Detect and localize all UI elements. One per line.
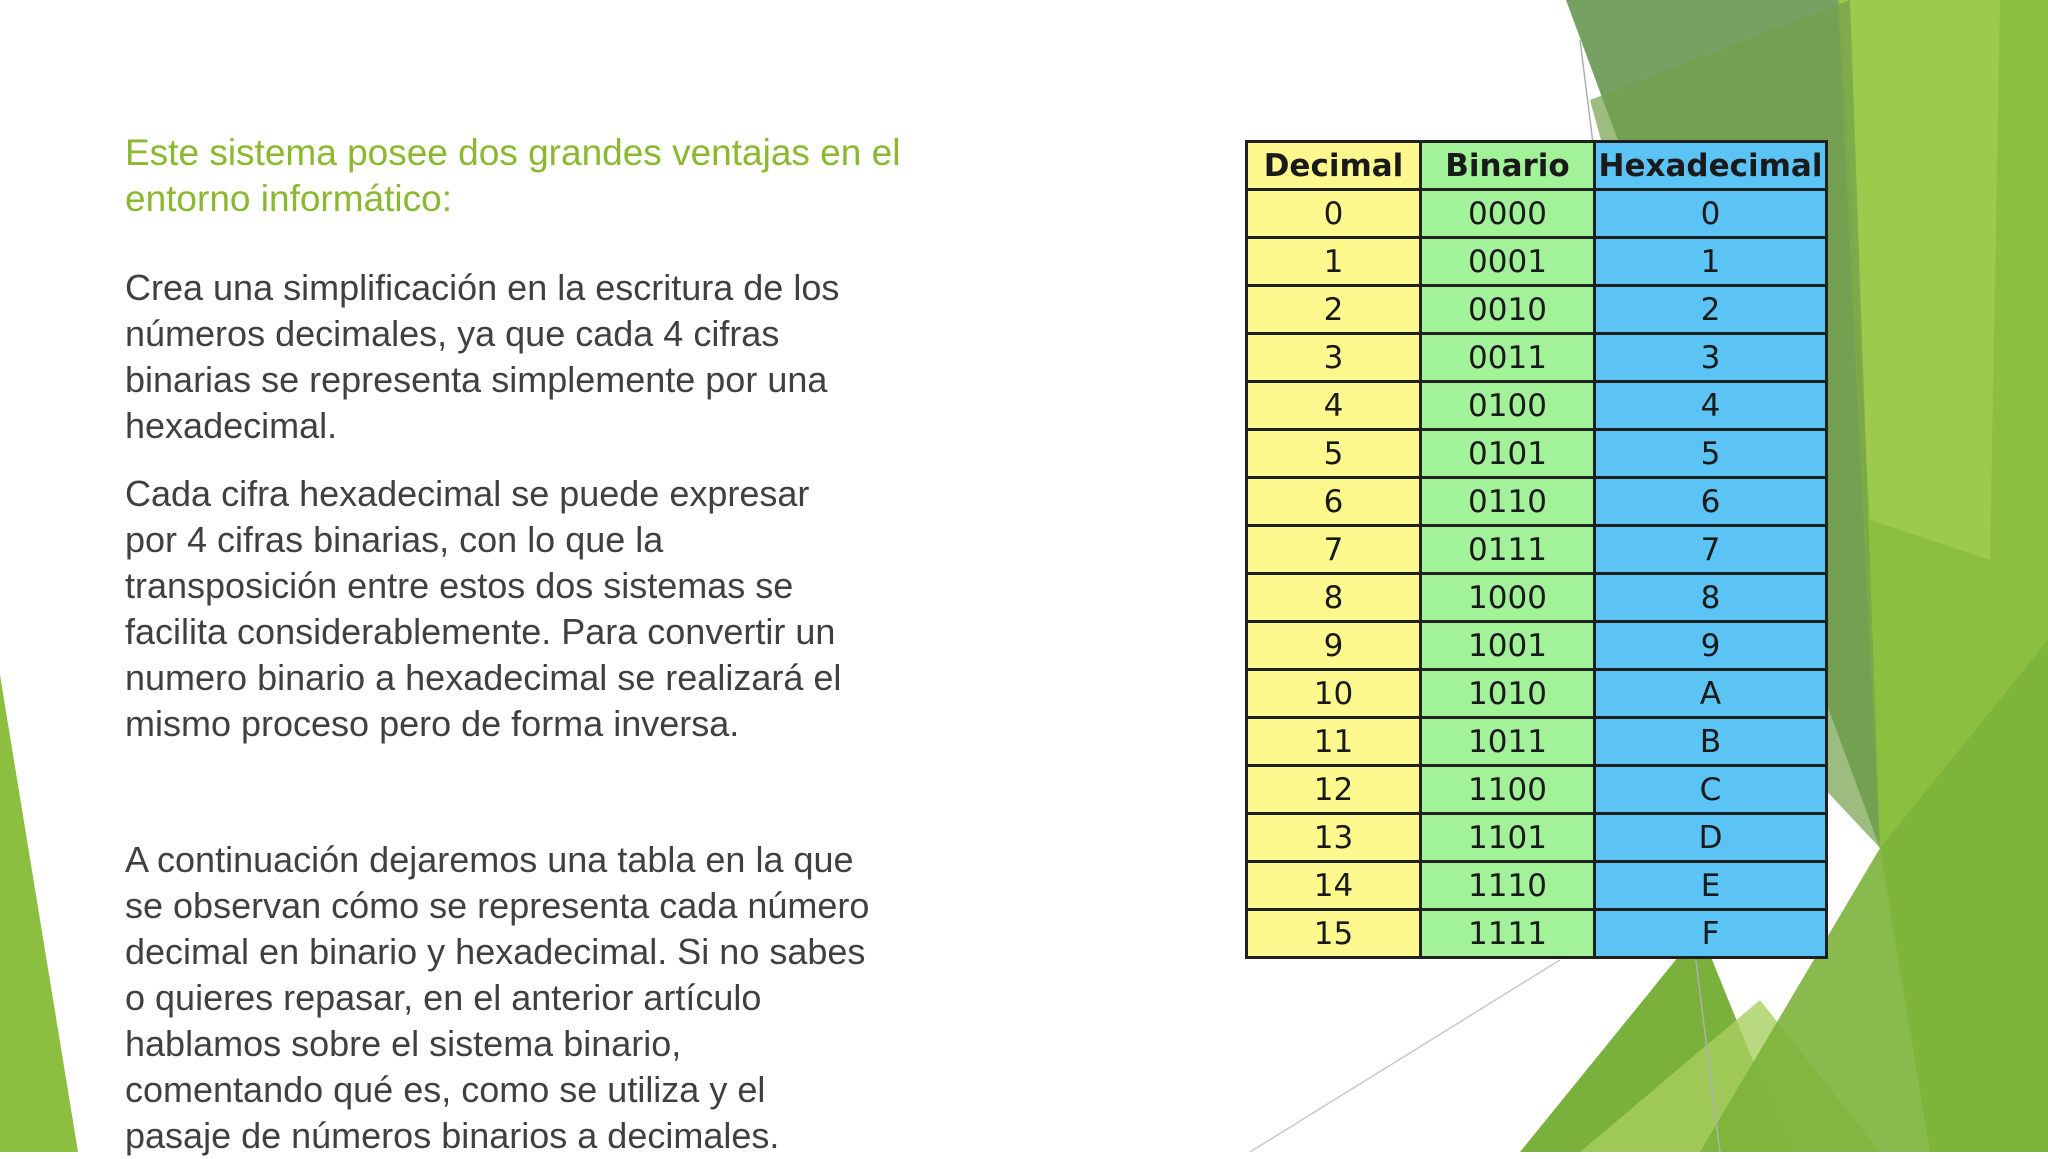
cell-decimal: 0 (1247, 190, 1421, 238)
cell-decimal: 10 (1247, 670, 1421, 718)
table-row (1247, 478, 1827, 526)
cell-binario: 0011 (1421, 334, 1595, 382)
thin-line-2 (1250, 960, 1560, 1152)
cell-binario: 1110 (1421, 862, 1595, 910)
cell-decimal: 15 (1247, 910, 1421, 958)
slide-title: Este sistema posee dos grandes ventajas en el entorno informático: (125, 132, 901, 219)
cell-binario: 0111 (1421, 526, 1595, 574)
paragraph-table-intro: A continuación dejaremos una tabla en la que se observan cómo se representa cada número decimal en binario y hexadecimal. Si no sabes o quieres repasar, en el anterior artículo hablamos sobre el sistema binario, comentando qué es, como se utiliza y el pasaje de números binarios a decimales. (125, 839, 870, 1156)
cell-hexadecimal: E (1595, 862, 1827, 910)
cell-binario: 1011 (1421, 718, 1595, 766)
cell-binario: 1001 (1421, 622, 1595, 670)
cell-decimal: 13 (1247, 814, 1421, 862)
cell-binario: 1111 (1421, 910, 1595, 958)
table-row (1247, 910, 1827, 958)
cell-binario: 0100 (1421, 382, 1595, 430)
table-row (1247, 622, 1827, 670)
conversion-table (1245, 140, 1828, 959)
cell-decimal: 14 (1247, 862, 1421, 910)
cell-binario: 1000 (1421, 574, 1595, 622)
table-header-row (1247, 142, 1827, 190)
cell-binario: 0000 (1421, 190, 1595, 238)
cell-decimal: 6 (1247, 478, 1421, 526)
paragraph-simplification: Crea una simplificación en la escritura de los números decimales, ya que cada 4 cifras binarias se representa simplemente por una hexadecimal. (125, 267, 840, 446)
table-row (1247, 670, 1827, 718)
cell-hexadecimal: 4 (1595, 382, 1827, 430)
table-body (1247, 190, 1827, 958)
cell-binario: 1101 (1421, 814, 1595, 862)
cell-decimal: 1 (1247, 238, 1421, 286)
header-decimal: Decimal (1247, 142, 1421, 190)
header-binario: Binario (1421, 142, 1595, 190)
table-row (1247, 862, 1827, 910)
cell-hexadecimal: 5 (1595, 430, 1827, 478)
cell-hexadecimal: 3 (1595, 334, 1827, 382)
cell-decimal: 12 (1247, 766, 1421, 814)
header-hexadecimal: Hexadecimal (1595, 142, 1827, 190)
cell-decimal: 11 (1247, 718, 1421, 766)
cell-binario: 0101 (1421, 430, 1595, 478)
cell-binario: 0110 (1421, 478, 1595, 526)
paragraph-transposition: Cada cifra hexadecimal se puede expresar por 4 cifras binarias, con lo que la transposición entre estos dos sistemas se facilita considerablemente. Para convertir un numero binario a hexadecimal se realizará el mismo proceso pero de forma inversa. (125, 473, 842, 744)
cell-hexadecimal: F (1595, 910, 1827, 958)
table-row (1247, 190, 1827, 238)
cell-decimal: 9 (1247, 622, 1421, 670)
conversion-table-wrapper (1245, 140, 1828, 959)
cell-binario: 0010 (1421, 286, 1595, 334)
table-row (1247, 766, 1827, 814)
table-row (1247, 286, 1827, 334)
table-row (1247, 430, 1827, 478)
cell-decimal: 4 (1247, 382, 1421, 430)
cell-binario: 1100 (1421, 766, 1595, 814)
cell-hexadecimal: 2 (1595, 286, 1827, 334)
cell-hexadecimal: 7 (1595, 526, 1827, 574)
cell-hexadecimal: 0 (1595, 190, 1827, 238)
cell-binario: 0001 (1421, 238, 1595, 286)
cell-hexadecimal: 1 (1595, 238, 1827, 286)
table-row (1247, 526, 1827, 574)
cell-hexadecimal: A (1595, 670, 1827, 718)
cell-decimal: 5 (1247, 430, 1421, 478)
table-row (1247, 814, 1827, 862)
left-green-shape (0, 675, 78, 1152)
table-row (1247, 574, 1827, 622)
cell-hexadecimal: 8 (1595, 574, 1827, 622)
cell-decimal: 3 (1247, 334, 1421, 382)
cell-decimal: 7 (1247, 526, 1421, 574)
table-row (1247, 238, 1827, 286)
cell-hexadecimal: C (1595, 766, 1827, 814)
cell-decimal: 2 (1247, 286, 1421, 334)
cell-hexadecimal: 6 (1595, 478, 1827, 526)
cell-binario: 1010 (1421, 670, 1595, 718)
cell-hexadecimal: 9 (1595, 622, 1827, 670)
table-row (1247, 382, 1827, 430)
table-row (1247, 334, 1827, 382)
cell-hexadecimal: B (1595, 718, 1827, 766)
table-row (1247, 718, 1827, 766)
cell-decimal: 8 (1247, 574, 1421, 622)
cell-hexadecimal: D (1595, 814, 1827, 862)
